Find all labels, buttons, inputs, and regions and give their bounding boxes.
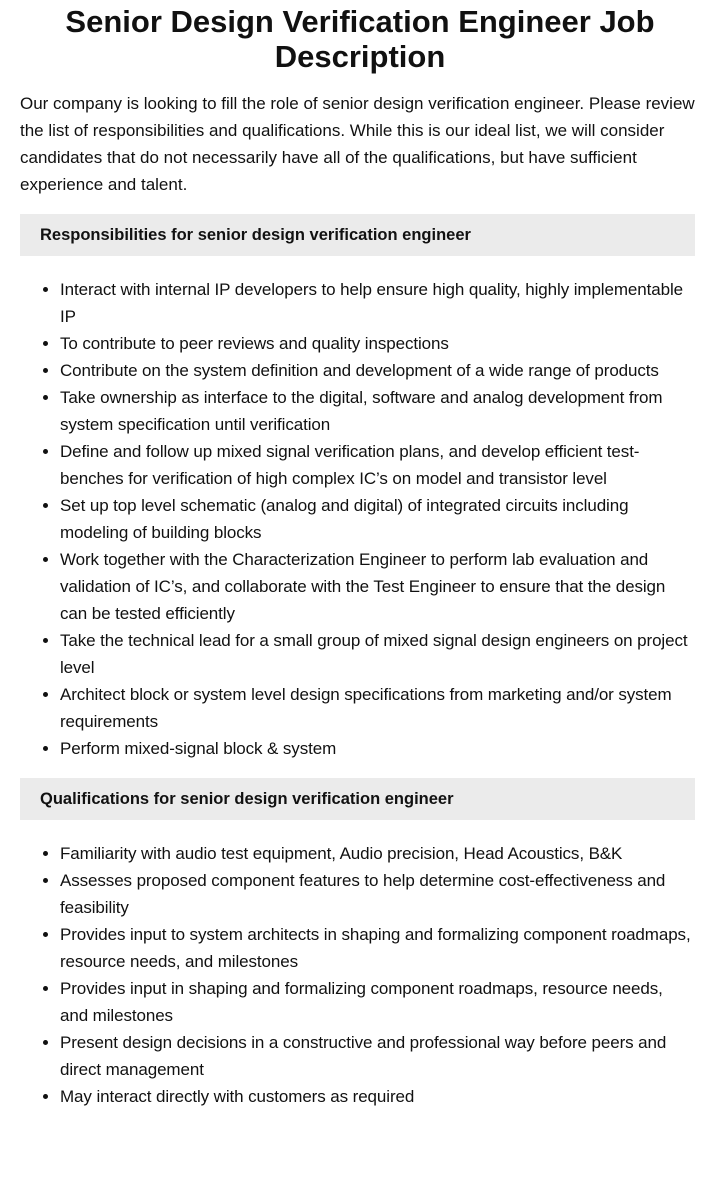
responsibilities-heading: Responsibilities for senior design verification engineer — [20, 214, 695, 256]
intro-paragraph: Our company is looking to fill the role of senior design verification engineer. Please review the list of responsibilities and qualifications. While this is our ideal list, we will consider candidates that do not necessarily have all of the qualifications, but have sufficient experience and talent. — [20, 94, 695, 194]
list-item: • Provides input in shaping and formalizing component roadmaps, resource needs, and milestones — [60, 975, 695, 1029]
list-item: • Set up top level schematic (analog and digital) of integrated circuits including modeling of building blocks — [60, 492, 695, 546]
list-item: • Work together with the Characterization Engineer to perform lab evaluation and validation of IC’s, and collaborate with the Test Engineer to ensure that the design can be tested efficiently — [60, 546, 695, 627]
list-item: • Provides input to system architects in shaping and formalizing component roadmaps, resource needs, and milestones — [60, 921, 695, 975]
responsibilities-list — [20, 276, 695, 762]
list-item: • Perform mixed-signal block & system — [60, 735, 695, 762]
list-item: • Assesses proposed component features to help determine cost-effectiveness and feasibility — [60, 867, 695, 921]
qualifications-list — [20, 840, 695, 1110]
list-item: • Interact with internal IP developers to help ensure high quality, highly implementable IP — [60, 276, 695, 330]
page-title: Senior Design Verification Engineer Job Description — [65, 4, 655, 74]
list-item: • To contribute to peer reviews and quality inspections — [60, 330, 695, 357]
list-item: • Architect block or system level design specifications from marketing and/or system requirements — [60, 681, 695, 735]
qualifications-heading: Qualifications for senior design verification engineer — [20, 778, 695, 820]
list-item: • Contribute on the system definition and development of a wide range of products — [60, 357, 695, 384]
list-item: • Define and follow up mixed signal verification plans, and develop efficient test-benches for verification of high complex IC’s on model and transistor level — [60, 438, 695, 492]
list-item: • Present design decisions in a constructive and professional way before peers and direct management — [60, 1029, 695, 1083]
list-item: • Take ownership as interface to the digital, software and analog development from system specification until verification — [60, 384, 695, 438]
list-item: • Familiarity with audio test equipment, Audio precision, Head Acoustics, B&K — [60, 840, 695, 867]
list-item: • Take the technical lead for a small group of mixed signal design engineers on project level — [60, 627, 695, 681]
list-item: • May interact directly with customers as required — [60, 1083, 695, 1110]
